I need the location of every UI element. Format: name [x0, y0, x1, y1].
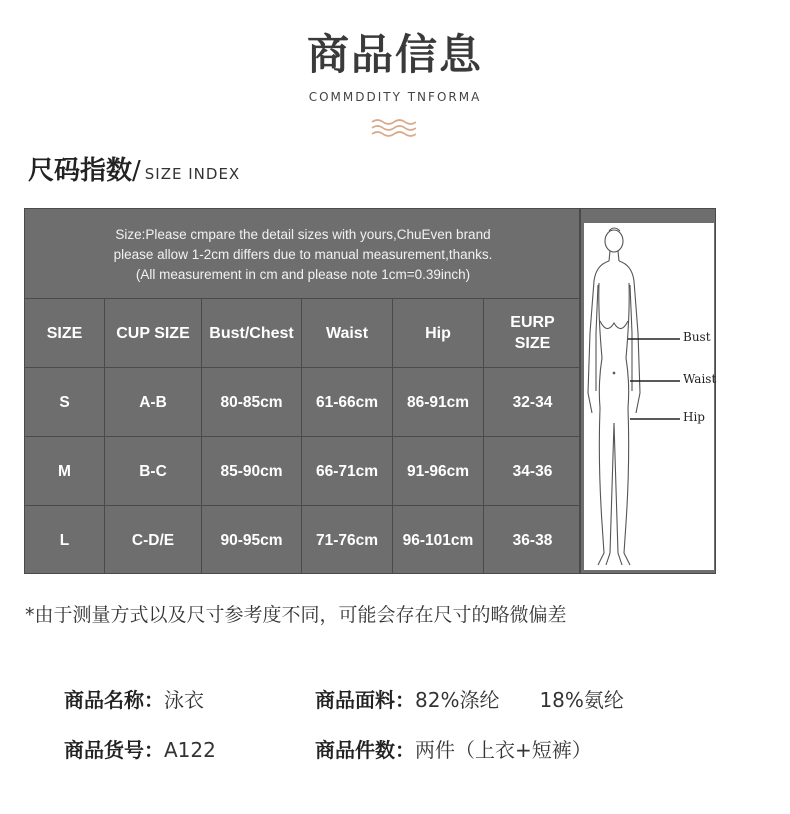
- body-figure: [584, 223, 717, 570]
- page-title: 商品信息: [306, 30, 483, 79]
- table-cell: 66-71cm: [302, 437, 393, 506]
- note-line: please allow 1-2cm differs due to manual measurement,thanks.: [113, 247, 493, 262]
- header-bust: Bust/Chest: [202, 299, 302, 368]
- table-cell: C-D/E: [105, 506, 202, 574]
- product-name-row: [64, 684, 204, 713]
- header-hip: Hip: [393, 299, 484, 368]
- note-line: (All measurement in cm and please note 1cm=0.39inch): [135, 267, 471, 282]
- table-cell: 86-91cm: [393, 368, 484, 437]
- table-cell: M: [25, 437, 105, 506]
- body-figure-panel: [580, 208, 716, 574]
- table-cell: B-C: [105, 437, 202, 506]
- product-pieces-value: 两件（上衣+短裤）: [415, 738, 592, 762]
- header-size: SIZE: [25, 299, 105, 368]
- hip-label: Hip: [683, 410, 705, 424]
- header-waist: Waist: [302, 299, 393, 368]
- table-cell: A-B: [105, 368, 202, 437]
- table-cell: 85-90cm: [202, 437, 302, 506]
- size-footnote: *由于测量方式以及尺寸参考度不同，可能会存在尺寸的略微偏差: [25, 604, 567, 626]
- product-pieces-row: [315, 734, 592, 763]
- product-name-key: 商品名称：: [64, 688, 164, 712]
- table-cell: 61-66cm: [302, 368, 393, 437]
- table-cell: 91-96cm: [393, 437, 484, 506]
- table-cell: 90-95cm: [202, 506, 302, 574]
- body-outline-icon: [584, 223, 717, 570]
- table-cell: 34-36: [484, 437, 581, 506]
- bust-label: Bust: [683, 330, 711, 344]
- header-eurp-size: EURP SIZE: [484, 299, 581, 368]
- note-line: Size:Please cmpare the detail sizes with yours,ChuEven brand: [115, 227, 491, 242]
- product-material-row: [315, 684, 624, 713]
- section-title-en: SIZE INDEX: [144, 165, 241, 183]
- wave-divider-icon: [370, 118, 416, 138]
- table-cell: 32-34: [484, 368, 581, 437]
- size-grid: [25, 299, 581, 574]
- product-code-row: [64, 734, 216, 763]
- table-cell: 80-85cm: [202, 368, 302, 437]
- size-table: [24, 208, 580, 574]
- section-slash: /: [132, 156, 141, 186]
- table-cell: L: [25, 506, 105, 574]
- product-code-value: A122: [164, 738, 216, 762]
- product-material-value-2: 18%氨纶: [539, 688, 624, 712]
- table-cell: S: [25, 368, 105, 437]
- size-note: [25, 209, 581, 299]
- table-cell: 71-76cm: [302, 506, 393, 574]
- page-subtitle: COMMDDITY TNFORMA: [308, 90, 482, 104]
- table-cell: 36-38: [512, 531, 553, 549]
- product-pieces-key: 商品件数：: [315, 738, 415, 762]
- product-material-value-1: 82%涤纶: [415, 688, 500, 712]
- table-cell: 96-101cm: [393, 506, 484, 574]
- product-name-value: 泳衣: [164, 688, 204, 712]
- section-heading: [28, 150, 240, 187]
- product-material-key: 商品面料：: [315, 688, 415, 712]
- header-cup-size: CUP SIZE: [105, 299, 202, 368]
- product-code-key: 商品货号：: [64, 738, 164, 762]
- waist-label: Waist: [683, 372, 717, 386]
- section-title-cn: 尺码指数: [28, 156, 133, 186]
